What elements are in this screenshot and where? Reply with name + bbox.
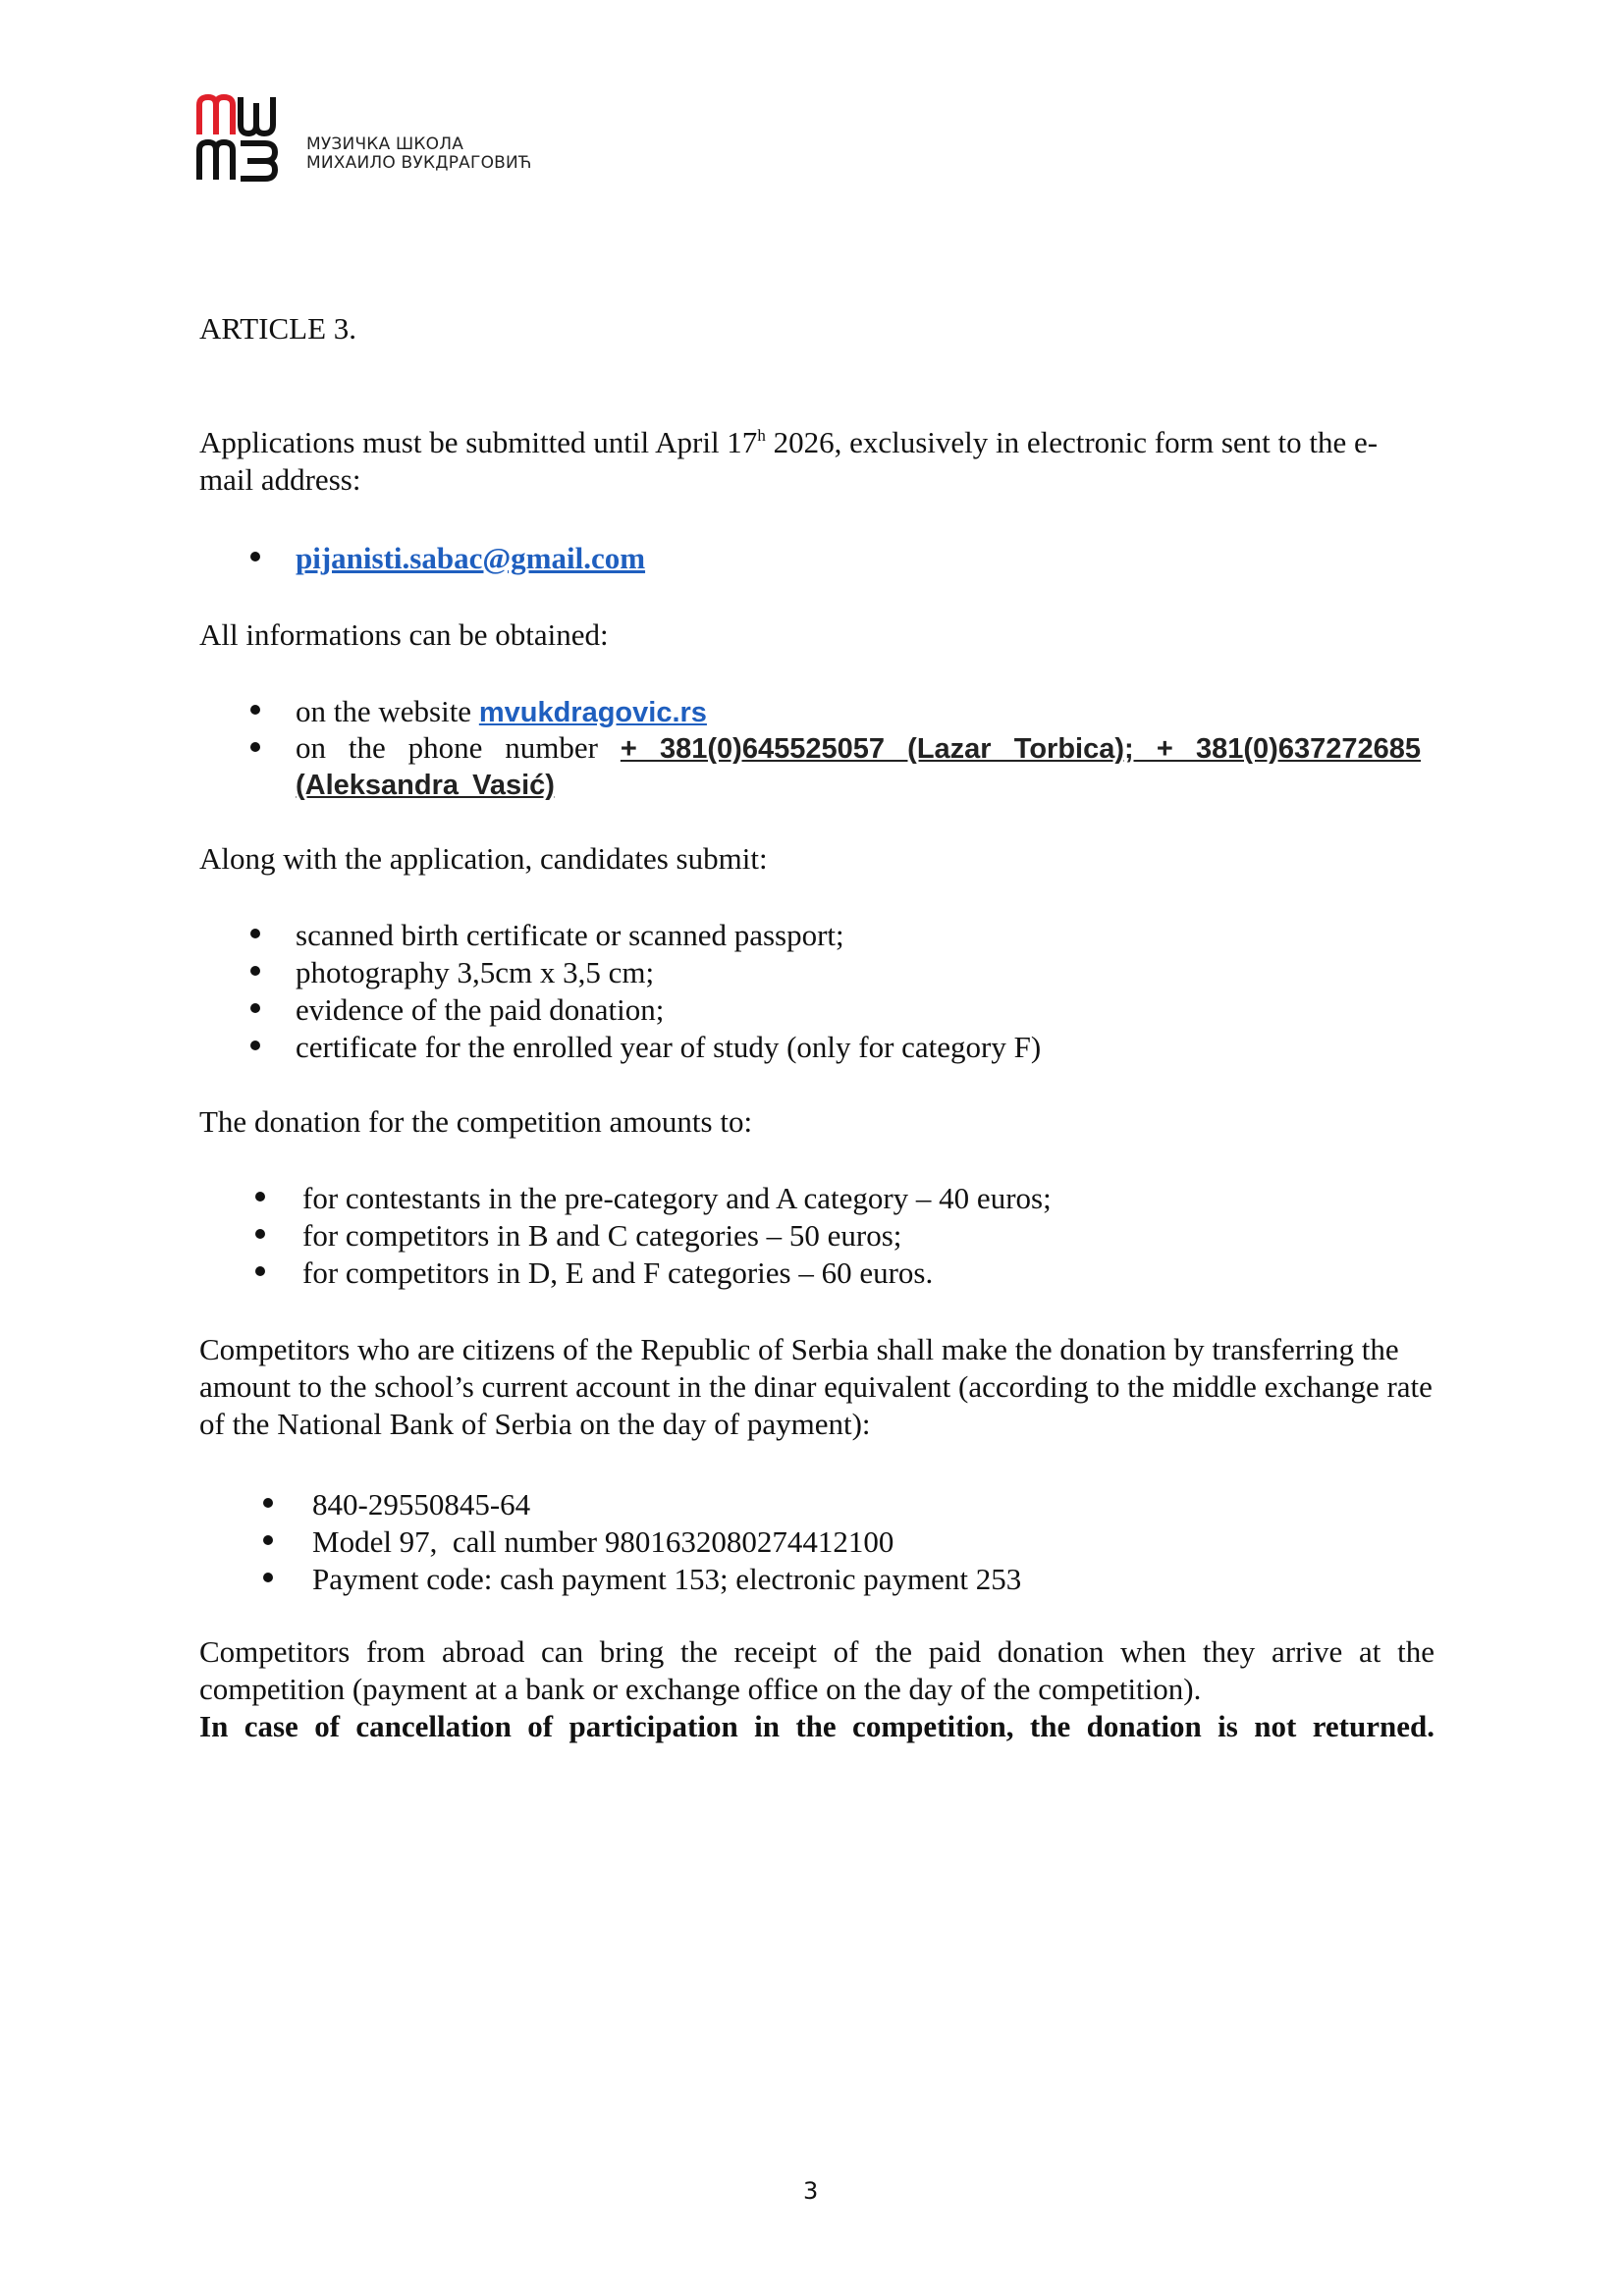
bullet-icon [263,1498,273,1508]
bullet-icon [250,705,260,715]
intro-text-b: 2026, exclusively in electronic form sent to the e-mail address: [199,425,1379,497]
school-logo [196,93,609,182]
phone-item [296,730,1421,803]
payment-item: 840-29550845-64 [312,1487,531,1522]
intro-text-a: Applications must be submitted until April 17 [199,425,758,459]
submit-heading: Along with the application, candidates submit: [199,841,768,876]
bullet-icon [250,929,260,938]
email-link[interactable]: pijanisti.sabac@gmail.com [296,541,646,575]
page-number: 3 [803,2177,819,2205]
bullet-icon [250,552,260,561]
phone-numbers[interactable]: + 381(0)645525057 (Lazar Torbica); + 381(0)637272685 (Aleksandra Vasić) [296,733,1421,801]
payment-item: Model 97, call number 9801632080274412100 [312,1524,894,1559]
bullet-icon [263,1573,273,1582]
intro-sup: h [757,426,766,445]
submit-item: scanned birth certificate or scanned passport; [296,918,844,952]
donation-heading: The donation for the competition amounts to: [199,1104,753,1139]
logo-mark-icon [196,93,304,182]
website-prefix: on the website [296,694,479,728]
logo-text [306,135,532,173]
serbia-paragraph: Competitors who are citizens of the Republic of Serbia shall make the donation by transferring the amount to the school’s current account in the dinar equivalent (according to the middle exchange rate of the National Bank of Serbia on the day of payment): [199,1332,1433,1441]
bullet-icon [263,1535,273,1545]
website-item [296,693,707,731]
bullet-icon [250,1003,260,1013]
article-title: ARTICLE 3. [199,311,357,346]
donation-item: for contestants in the pre-category and A category – 40 euros; [302,1181,1052,1215]
intro-paragraph [199,424,1427,499]
website-link[interactable]: mvukdragovic.rs [478,697,707,728]
bullet-icon [250,966,260,976]
logo-line-2: МИХАИЛО ВУКДРАГОВИЋ [306,153,532,173]
submit-item: evidence of the paid donation; [296,992,665,1027]
submit-item: photography 3,5cm x 3,5 cm; [296,955,655,989]
submit-item: certificate for the enrolled year of study (only for category F) [296,1030,1042,1064]
logo-line-1: МУЗИЧКА ШКОЛА [306,134,464,154]
bullet-icon [255,1229,265,1239]
bullet-icon [250,1041,260,1050]
donation-item: for competitors in B and C categories – 50 euros; [302,1218,902,1253]
bullet-icon [250,742,260,752]
payment-item: Payment code: cash payment 153; electronic payment 253 [312,1562,1022,1596]
bullet-icon [255,1192,265,1201]
abroad-paragraph: Competitors from abroad can bring the receipt of the paid donation when they arrive at the competition (payment at a bank or exchange office on the day of the competition). [199,1634,1435,1706]
donation-item: for competitors in D, E and F categories – 60 euros. [302,1255,934,1290]
phone-prefix: on the phone number [296,730,621,765]
info-heading: All informations can be obtained: [199,617,609,652]
bullet-icon [255,1266,265,1276]
cancellation-notice: In case of cancellation of participation in the competition, the donation is not returned. [199,1709,1435,1743]
email-item [296,540,645,577]
